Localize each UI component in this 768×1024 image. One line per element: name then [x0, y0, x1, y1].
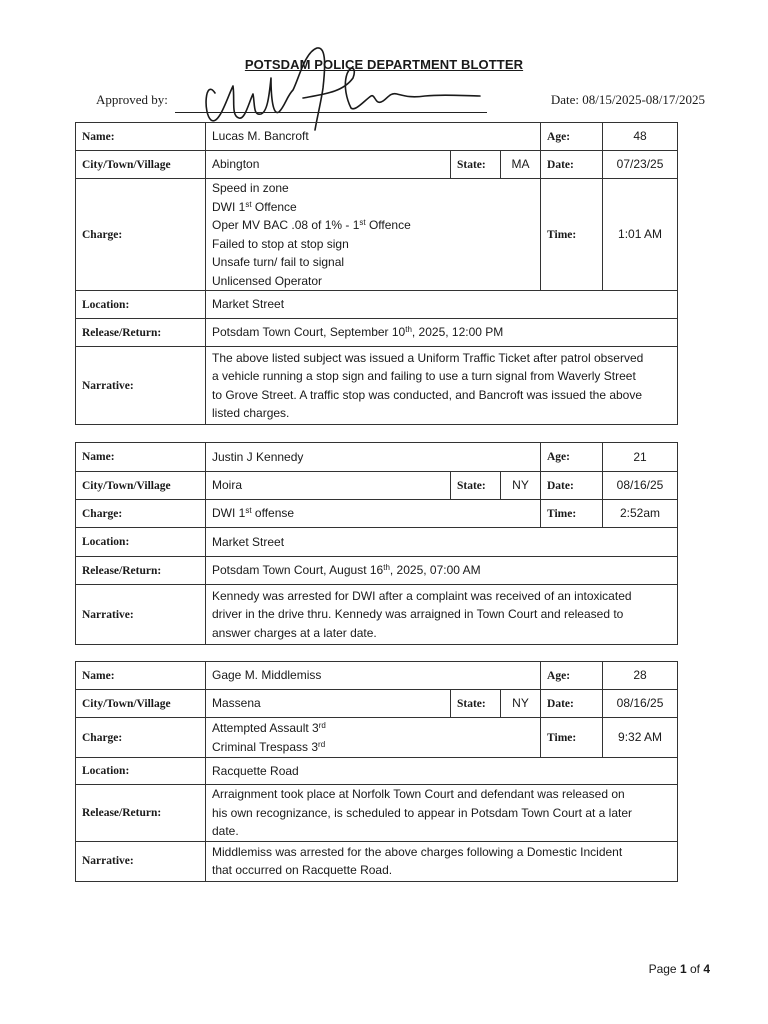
incident-location: Market Street [206, 291, 678, 319]
location-label: Location: [76, 758, 206, 785]
city-label: City/Town/Village [76, 690, 206, 718]
name-label: Name: [76, 443, 206, 472]
signature-image [175, 38, 485, 133]
charges-list [206, 718, 541, 758]
charge-label: Charge: [76, 718, 206, 758]
release-return: Arraignment took place at Norfolk Town Court and defendant was released on his own recognizance, is scheduled to appear in Potsdam Town Court at a later date. [206, 785, 678, 842]
charge-item: Failed to stop at stop sign [212, 236, 349, 251]
release-label: Release/Return: [76, 319, 206, 347]
incident-location: Market Street [206, 528, 678, 557]
city-label: City/Town/Village [76, 472, 206, 500]
location-label: Location: [76, 528, 206, 557]
release-label: Release/Return: [76, 557, 206, 585]
charge-item: Unsafe turn/ fail to signal [212, 255, 345, 269]
location-label: Location: [76, 291, 206, 319]
city-label: City/Town/Village [76, 151, 206, 179]
charge-label: Charge: [76, 500, 206, 528]
age-label: Age: [541, 443, 603, 472]
charge-item: Criminal Trespass 3rd [212, 739, 326, 754]
age-label: Age: [541, 123, 603, 151]
subject-state: NY [501, 690, 541, 718]
charge-item: Attempted Assault 3rd [212, 721, 326, 735]
incident-time: 1:01 AM [603, 179, 678, 291]
page-title: POTSDAM POLICE DEPARTMENT BLOTTER [244, 57, 524, 72]
blotter-date-range: Date: 08/15/2025-08/17/2025 [550, 92, 705, 107]
incident-time: 9:32 AM [603, 718, 678, 758]
subject-city: Massena [206, 690, 451, 718]
time-label: Time: [541, 500, 603, 528]
incident-date: 08/16/25 [603, 472, 678, 500]
charge-item: Oper MV BAC .08 of 1% - 1st Offence [212, 218, 411, 232]
incident-time: 2:52am [603, 500, 678, 528]
narrative-label: Narrative: [76, 841, 206, 881]
signature-line [175, 112, 487, 113]
subject-age: 21 [603, 443, 678, 472]
charge-item: DWI 1st Offence [212, 199, 297, 214]
release-return: Potsdam Town Court, September 10th, 2025, 12:00 PM [206, 319, 678, 347]
date-label: Date: [541, 151, 603, 179]
time-label: Time: [541, 179, 603, 291]
age-label: Age: [541, 662, 603, 690]
charges-list [206, 500, 541, 528]
date-label: Date: [541, 472, 603, 500]
state-label: State: [451, 690, 501, 718]
charge-item: Speed in zone [212, 181, 289, 195]
approved-by-label: Approved by: [96, 92, 168, 107]
narrative-text: Middlemiss was arrested for the above charges following a Domestic Incident that occurred on Racquette Road. [206, 841, 678, 881]
blotter-record-2 [75, 442, 678, 645]
subject-state: MA [501, 151, 541, 179]
narrative-text: The above listed subject was issued a Uniform Traffic Ticket after patrol observed a vehicle running a stop sign and failing to use a turn signal from Waverly Street to Grove Street. A traffic stop was conducted, and Bancroft was issued the above listed charges. [206, 347, 678, 425]
charge-item: Unlicensed Operator [212, 273, 323, 288]
time-label: Time: [541, 718, 603, 758]
narrative-label: Narrative: [76, 585, 206, 645]
subject-state: NY [501, 472, 541, 500]
date-label: Date: [541, 690, 603, 718]
incident-date: 08/16/25 [603, 690, 678, 718]
subject-city: Moira [206, 472, 451, 500]
charge-item: DWI 1st offense [212, 506, 295, 521]
subject-city: Abington [206, 151, 451, 179]
charge-label: Charge: [76, 179, 206, 291]
subject-name: Justin J Kennedy [206, 443, 541, 472]
blotter-record-1 [75, 122, 678, 425]
name-label: Name: [76, 662, 206, 690]
release-return: Potsdam Town Court, August 16th, 2025, 07:00 AM [206, 557, 678, 585]
state-label: State: [451, 151, 501, 179]
charges-list [206, 179, 541, 291]
blotter-record-3 [75, 661, 678, 882]
incident-location: Racquette Road [206, 758, 678, 785]
release-label: Release/Return: [76, 785, 206, 842]
narrative-label: Narrative: [76, 347, 206, 425]
subject-name: Gage M. Middlemiss [206, 662, 541, 690]
narrative-text: Kennedy was arrested for DWI after a complaint was received of an intoxicated driver in the drive thru. Kennedy was arraigned in Town Court and released to answer charges at a later date. [206, 585, 678, 645]
page-number: Page 1 of 4 [648, 962, 710, 976]
name-label: Name: [76, 123, 206, 151]
subject-age: 28 [603, 662, 678, 690]
subject-age: 48 [603, 123, 678, 151]
subject-name: Lucas M. Bancroft [206, 123, 541, 151]
state-label: State: [451, 472, 501, 500]
incident-date: 07/23/25 [603, 151, 678, 179]
